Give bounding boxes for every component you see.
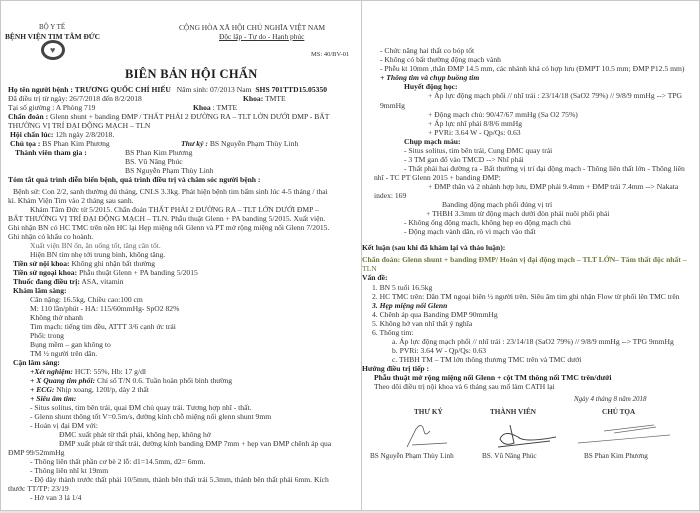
conclusion-diagnosis-cont: TLN [362,264,377,273]
echo-line: - Glenn shunt thông tốt V=0.5m/s, đường kính chỗ miệng nối glenn shunt 9mm [30,412,272,421]
plan-line-1: Phẫu thuật mở rộng miệng nối Glenn + cột TM thông nối TMC trên/dưới [374,373,612,382]
department-2: Khoa : TMTE [193,103,238,112]
clinical-exam-label: Khám lâm sàng: [13,286,67,295]
diagnosis-cont: THƯỜNG VỊ TRÍ ĐẠI ĐỘNG MẠCH – TLN [8,121,151,130]
document-page-right [361,0,700,511]
cath-label: + Thông tim và chụp buồng tim [380,73,480,82]
treatment-dates: Đã điều trị từ ngày: 26/7/2018 đến 8/2/2018 [8,94,142,103]
plan-label: Hướng điều trị tiếp : [362,364,429,373]
history-line-1: Bệnh sử: Con 2/2, sanh thường đủ tháng, CNLS 3.3kg. Phát hiện bệnh tim bẩm sinh lúc 4-5 tháng / thai [13,187,328,196]
bed-number: Tại số giường : A Phòng 719 [8,103,96,112]
department-1: Khoa: TMTE [243,94,286,103]
chair-person: Chủ tọa : BS Phan Kim Phương [10,139,110,148]
record-number: SHS 701TTD15.05350 [255,85,328,94]
signature-chair-icon [574,419,674,449]
member-1: BS Phan Kim Phương [125,148,193,157]
angiography-label: Chụp mạch máu: [404,137,461,146]
echo-cont-line: - Không có bất thường động mạch vành [380,55,501,64]
echo-line: - Thông liên nhĩ kt 19mm [30,466,109,475]
history-line-4: BẤT THƯỜNG VỊ TRÍ ĐẠI ĐỘNG MẠCH – TLN. Phẫu thuật Glenn + PA banding 5/2015. Xuất viện. [8,214,326,223]
angio-line: nhĩ - TC PT Glenn 2015 + banding ĐMP: [374,173,501,182]
angio-line: - Situs solitus, tim bên trái, Cung ĐMC quay trái [404,146,553,155]
angio-line: - Động mạch vành dãn, rò vi mạch vào thất [404,227,536,236]
echo-cont-line: - Chức năng hai thất co bóp tốt [380,46,475,55]
conclusion-label: Kết luận (sau khi đã khám lại và thảo luận): [362,243,506,252]
angio-line: + THBH 3.3mm từ động mạch dưới đòn phải nuôi phổi phải [426,209,610,218]
echo-line: ĐMP 99/52mmHg [8,448,65,457]
issue-item: 2. HC TMC trên: Dãn TM ngoại biên ½ người trên. Siêu âm tim ghi nhận Flow từ phổi lên TMC trên [372,292,680,301]
medical-history: Tiền sử nội khoa: Không ghi nhận bất thường [13,259,156,268]
signature-role-member: THÀNH VIÊN [490,408,536,416]
cath-item: b. PVRi: 3.64 W - Qp/Qs: 0.63 [392,346,487,355]
echo-cont-line: - Phễu kt 10mm ,thân ĐMP 14.5 mm, các nhánh khá có hợp lưu (ĐMPT 10.5 mm; ĐMP P12.5 mm) [380,64,685,73]
members-label: Thành viên tham gia : [15,148,87,157]
issue-item: 4. Chênh áp qua Banding ĐMP 90mmHg [372,310,498,319]
signature-name-secretary: BS Nguyễn Phạm Thùy Linh [370,452,454,460]
member-2: BS. Vũ Năng Phúc [125,157,183,166]
patient-name-row: Họ tên người bệnh : TRƯƠNG QUỐC CHÍ HIẾU Năm sinh: 07/2013 Nam SHS 701TTD15.05350 [8,85,328,94]
exam-line: M: 110 lần/phút - HA: 115/60mmHg- SpO2 82% [30,304,180,313]
current-medications: Thuốc đang điều trị: ASA, vitamin [13,277,124,286]
echo-label: + Siêu âm tim: [30,394,77,403]
motto: Độc lập - Tự do - Hạnh phúc [219,32,305,41]
surgical-history: Tiền sử ngoại khoa: Phẫu thuật Glenn + PA banding 5/2015 [13,268,198,277]
history-line-6: Ghi nhận có khẩu co hoành. [8,232,94,241]
xray-results: + X Quang tim phổi: Chỉ số T/N 0.6. Tuần hoàn phổi bình thường [30,376,232,385]
angio-line: - Không ống động mạch, không hẹp eo động mạch chủ [404,218,571,227]
history-line-8: Hiện BN tím nhẹ tới trung bình, không tăng. [30,250,166,259]
signature-role-secretary: THƯ KÝ [414,408,443,416]
exam-line: Không thở nhanh [30,313,83,322]
echo-line: thước TT/TP: 23/19 [8,484,69,493]
cath-item: a. Áp lực động mạch phổi // nhĩ trái : 23/14/18 (SaO2 79%) // 9/8/9 mmHg --> TPG 9mmHg [392,337,674,346]
hemo-line: + Áp lực nhĩ phải 8/8/6 mmHg [428,119,523,128]
exam-line: Cân nặng: 16.5kg, Chiều cao:100 cm [30,295,143,304]
heart-emblem-icon: ♥ [41,40,65,60]
exam-line: Bụng mềm – gan không to [30,340,111,349]
paraclinical-label: Cận lâm sàng: [13,358,60,367]
echo-line: - Thông liên thất phần cơ bè 2 lỗ: d1=14.5mm, d2= 6mm. [30,457,206,466]
signature-member-icon [490,419,560,451]
exam-line: Tim mạch: tiếng tim đều, ATTT 3/6 cạnh ức trái [30,322,176,331]
member-3: BS Nguyễn Phạm Thùy Linh [125,166,214,175]
echo-line: - Situs solitus, tim bên trái, quai ĐM chủ quay trái. Tương hợp nhĩ - thất. [30,403,252,412]
issues-label: Vấn đề: [362,273,388,282]
patient-name: TRƯƠNG QUỐC CHÍ HIẾU [74,85,171,94]
history-line-2: kì. Khám Viện Tim vào 2 tháng sau sanh. [8,196,134,205]
ecg-results: + ECG: Nhịp xoang, 120l/p, dày 2 thất [30,385,149,394]
echo-line: ĐMP xuất phát từ thất trái, đường kính banding ĐMP 7mm + hẹp van ĐMP chênh áp qua [59,439,332,448]
hemodynamics-label: Huyết động học: [404,82,458,91]
exam-line: Phổi: trong [30,331,64,340]
issue-item: 6. Thông tim: [372,328,414,337]
secretary: Thư ký : BS Nguyễn Phạm Thùy Linh [181,139,299,148]
echo-line: ĐMC xuất phát từ thất phải, không hẹp, không hở [59,430,211,439]
republic-name: CỘNG HÒA XÃ HỘI CHỦ NGHĨA VIỆT NAM [179,23,326,32]
history-line-5: Ghi nhận BN có HC TMC trên nền HC lại Hẹp miệng nối Glenn và PT mở rộng miệng nối Glenn 7/2015. [8,223,330,232]
conclusion-diagnosis: Chẩn đoán: Glenn shunt + banding ĐMP/ Hoán vị đại động mạch – TLT LỚN– Tâm thất độc nhất – [362,255,687,264]
angio-line: - Thất phải hai đường ra - Bất thường vị trí đại động mạch - Thông liên thất lớn - Thông liên [404,164,685,173]
issue-item: 3. Hẹp miệng nối Glenn [372,301,448,310]
angio-line: + ĐMP thân và 2 nhánh hợp lưu, ĐMP phải 9.4mm + ĐMP trái 7.4mm --> Nakata [428,182,679,191]
issue-item: 1. BN 5 tuổi 16.5kg [372,283,433,292]
hemo-line: + Áp lực động mạch phổi // nhĩ trái : 23/14/18 (SaO2 79%) // 9/8/9 mmHg --> TPG [428,91,683,100]
hemo-line: 9mmHg [380,101,405,110]
summary-heading: Tóm tắt quá trình diễn biến bệnh, quá trình điều trị và chăm sóc người bệnh : [8,175,261,184]
echo-line: - Hoán vị đại ĐM với: [30,421,98,430]
echo-line: - Hở van 3 lá 1/4 [30,493,82,502]
echo-line: - Độ dày thành trước thất phải 10/5mm, thành bên thất trái 5.3mm, thành bên thất phải 6mm. Kích [30,475,329,484]
signature-role-chair: CHỦ TỌA [602,408,636,416]
consult-time: Hội chẩn lúc: 12h ngày 2/8/2018. [10,130,115,139]
hospital-name: BỆNH VIỆN TIM TÂM ĐỨC [5,32,100,41]
exam-line: TM ½ người trên dãn. [30,349,98,358]
signing-date: Ngày 4 tháng 8 năm 2018 [574,395,647,403]
angio-line: Banding động mạch phổi đúng vị trí [442,200,553,209]
plan-line-2: Theo dõi điều trị nội khoa và 6 tháng sau mổ làm CATH lại [374,382,555,391]
cath-item: c. THBH TM – TM lớn thông thương TMC trên và TMC dưới [392,355,582,364]
hemo-line: + PVRi: 3.64 W - Qp/Qs: 0.63 [428,128,521,137]
form-code: MS: 40/BV-01 [311,51,350,58]
signature-name-chair: BS Phan Kim Phương [584,452,648,460]
signature-name-member: BS. Vũ Năng Phúc [482,452,537,460]
diagnosis: Chẩn đoán : Glenn shunt + banding ĐMP / THẤT PHẢI 2 ĐƯỜNG RA – TLT LỚN DƯỚI ĐMP - BẤT [8,112,330,121]
angio-line: index: 169 [374,191,407,200]
angio-line: - 3 TM gan đổ vào TMCD --> Nhĩ phải [404,155,524,164]
hemo-line: + Động mạch chủ: 90/47/67 mmHg (Sa O2 75%) [428,110,578,119]
ministry-name: BỘ Y TẾ [39,23,66,31]
lab-results: +Xét nghiệm: HCT: 55%, Hb: 17 g/dl [30,367,146,376]
history-line-7: Xuất viện BN ổn, ăn uống tốt, tăng cân tốt. [30,241,161,250]
signature-secretary-icon [402,419,452,451]
issue-item: 5. Không hở van nhĩ thất ý nghĩa [372,319,473,328]
history-line-3: Khám Tâm Đức từ 5/2015. Chẩn đoán THẤT PHẢI 2 ĐƯỜNG RA – TLT LỚN DƯỚI ĐMP – [30,205,319,214]
page-title: BIÊN BẢN HỘI CHẨN [125,67,258,81]
